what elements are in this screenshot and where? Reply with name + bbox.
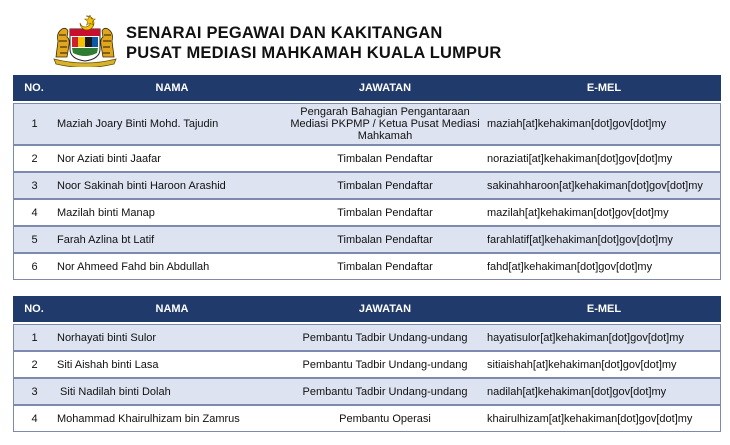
row-email: khairulhizam[at]kehakiman[dot]gov[dot]my — [483, 405, 721, 432]
table-row — [13, 145, 721, 172]
row-position: Timbalan Pendaftar — [287, 253, 483, 280]
row-email: farahlatif[at]kehakiman[dot]gov[dot]my — [483, 226, 721, 253]
row-no: 4 — [13, 199, 55, 226]
row-position: Pembantu Tadbir Undang-undang — [287, 378, 483, 405]
row-name: Nor Ahmeed Fahd bin Abdullah — [55, 253, 287, 280]
row-name: Farah Azlina bt Latif — [55, 226, 287, 253]
table-row — [13, 103, 721, 145]
row-position: Pembantu Tadbir Undang-undang — [287, 351, 483, 378]
title-line-1: SENARAI PEGAWAI DAN KAKITANGAN — [126, 24, 443, 42]
row-email: fahd[at]kehakiman[dot]gov[dot]my — [483, 253, 721, 280]
row-name: Siti Aishah binti Lasa — [55, 351, 287, 378]
row-name: Nor Aziati binti Jaafar — [55, 145, 287, 172]
staff-table — [13, 296, 721, 432]
row-name: Noor Sakinah binti Haroon Arashid — [55, 172, 287, 199]
title-line-2: PUSAT MEDIASI MAHKAMAH KUALA LUMPUR — [126, 44, 502, 62]
row-position: Pembantu Operasi — [287, 405, 483, 432]
table-row — [13, 405, 721, 432]
row-no: 2 — [13, 351, 55, 378]
row-position: Timbalan Pendaftar — [287, 226, 483, 253]
malaysia-coat-of-arms-logo — [50, 13, 120, 67]
row-no: 6 — [13, 253, 55, 280]
table-row — [13, 324, 721, 351]
row-position: Pengarah Bahagian Pengantaraan Mediasi PKPMP / Ketua Pusat Mediasi Mahkamah — [287, 103, 483, 145]
row-email: maziah[at]kehakiman[dot]gov[dot]my — [483, 103, 721, 145]
row-email: sakinahharoon[at]kehakiman[dot]gov[dot]my — [483, 172, 721, 199]
row-position: Timbalan Pendaftar — [287, 145, 483, 172]
row-position: Timbalan Pendaftar — [287, 199, 483, 226]
table-row — [13, 199, 721, 226]
column-header-position: JAWATAN — [287, 296, 483, 324]
row-name: Mohammad Khairulhizam bin Zamrus — [55, 405, 287, 432]
row-position: Timbalan Pendaftar — [287, 172, 483, 199]
column-header-position: JAWATAN — [287, 75, 483, 103]
column-header-no: NO. — [13, 296, 55, 324]
table-header-row — [13, 75, 721, 103]
row-position: Pembantu Tadbir Undang-undang — [287, 324, 483, 351]
row-no: 1 — [13, 103, 55, 145]
row-no: 1 — [13, 324, 55, 351]
table-row — [13, 253, 721, 280]
table-header-row — [13, 296, 721, 324]
row-email: noraziati[at]kehakiman[dot]gov[dot]my — [483, 145, 721, 172]
table-row — [13, 226, 721, 253]
row-email: mazilah[at]kehakiman[dot]gov[dot]my — [483, 199, 721, 226]
row-email: hayatisulor[at]kehakiman[dot]gov[dot]my — [483, 324, 721, 351]
row-name: Siti Nadilah binti Dolah — [55, 378, 287, 405]
row-name: Norhayati binti Sulor — [55, 324, 287, 351]
table-row — [13, 351, 721, 378]
page-title — [126, 23, 501, 63]
row-name: Mazilah binti Manap — [55, 199, 287, 226]
column-header-no: NO. — [13, 75, 55, 103]
column-header-name: NAMA — [55, 296, 287, 324]
column-header-name: NAMA — [55, 75, 287, 103]
row-email: nadilah[at]kehakiman[dot]gov[dot]my — [483, 378, 721, 405]
row-name: Maziah Joary Binti Mohd. Tajudin — [55, 103, 287, 145]
row-no: 5 — [13, 226, 55, 253]
row-email: sitiaishah[at]kehakiman[dot]gov[dot]my — [483, 351, 721, 378]
row-no: 3 — [13, 172, 55, 199]
row-no: 2 — [13, 145, 55, 172]
officers-table — [13, 75, 721, 280]
row-no: 3 — [13, 378, 55, 405]
column-header-email: E-MEL — [483, 296, 721, 324]
table-row — [13, 378, 721, 405]
table-row — [13, 172, 721, 199]
row-no: 4 — [13, 405, 55, 432]
column-header-email: E-MEL — [483, 75, 721, 103]
